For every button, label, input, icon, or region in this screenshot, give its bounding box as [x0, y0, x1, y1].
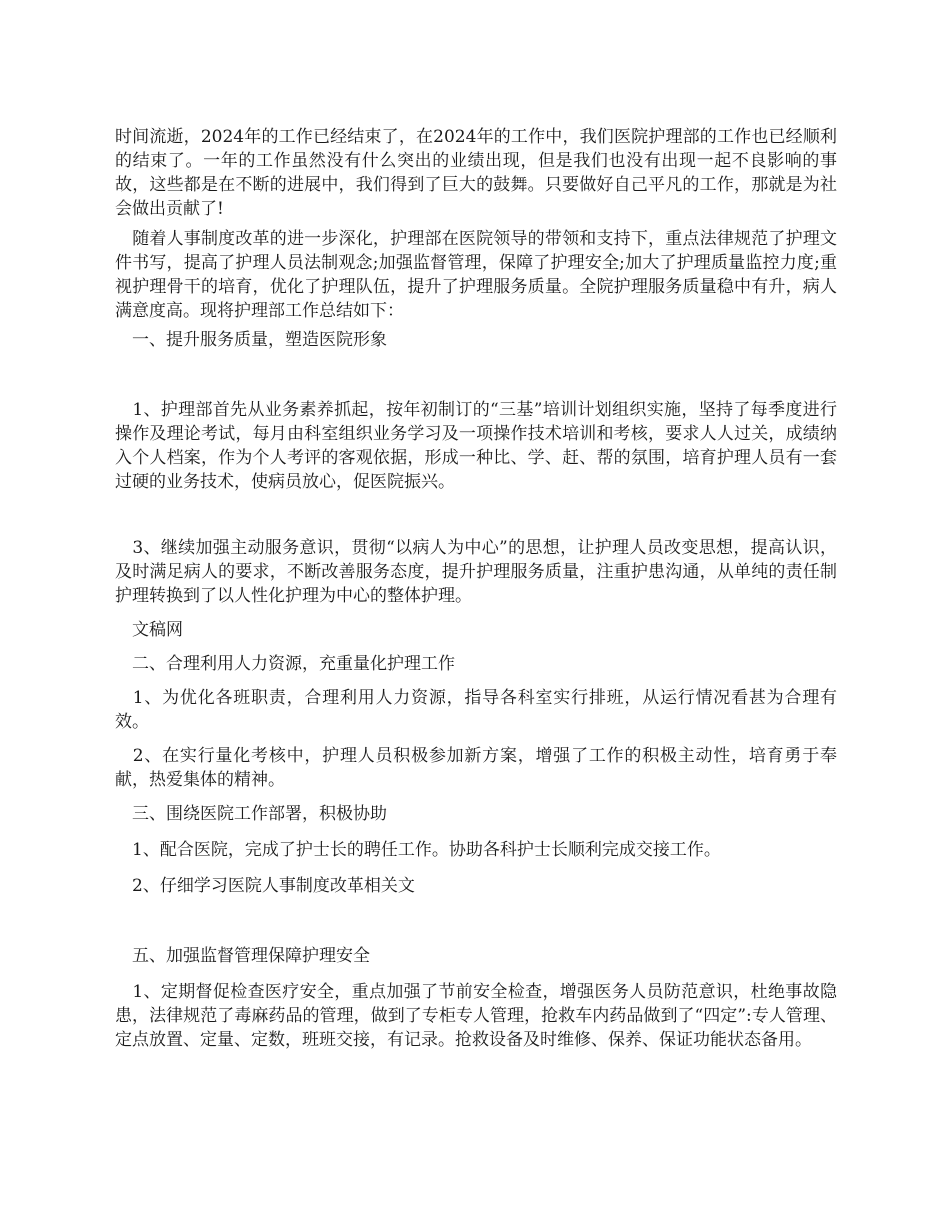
section-heading-5: 五、加强监督管理保障护理安全 [115, 946, 370, 966]
section-5-item-1: 1、定期督促检查医疗安全，重点加强了节前安全检查，增强医务人员防范意识，杜绝事故隐患，法律规范了毒麻药品的管理，做到了专柜专人管理，抢救车内药品做到了“四定”:专人管理、定点放置、定量、定数，班班交接，有记录。抢救设备及时维修、保养、保证功能状态备用。 [115, 982, 837, 1050]
section-1-item-3: 3、继续加强主动服务意识，贯彻“以病人为中心”的思想，让护理人员改变思想，提高认识，及时满足病人的要求，不断改善服务态度，提升护理服务质量，注重护患沟通，从单纯的责任制护理转换到了以人性化护理为中心的整体护理。 [115, 538, 837, 606]
source-note: 文稿网 [115, 620, 183, 640]
section-3-item-1: 1、配合医院，完成了护士长的聘任工作。协助各科护士长顺利完成交接工作。 [115, 840, 721, 860]
section-heading-2: 二、合理利用人力资源，充重量化护理工作 [115, 654, 455, 674]
intro-paragraph: 时间流逝，2024年的工作已经结束了，在2024年的工作中，我们医院护理部的工作也已经顺利的结束了。一年的工作虽然没有什么突出的业绩出现，但是我们也没有出现一起不良影响的事故，这些都是在不断的进展中，我们得到了巨大的鼓舞。只要做好自己平凡的工作，那就是为社会做出贡献了! [115, 127, 837, 219]
section-3-item-2: 2、仔细学习医院人事制度改革相关文 [115, 876, 415, 896]
section-1-item-1: 1、护理部首先从业务素养抓起，按年初制订的“三基”培训计划组织实施，坚持了每季度进行操作及理论考试，每月由科室组织业务学习及一项操作技术培训和考核，要求人人过关，成绩纳入个人档案，作为个人考评的客观依据，形成一种比、学、赶、帮的氛围，培育护理人员有一套过硬的业务技术，使病员放心，促医院振兴。 [115, 400, 837, 492]
section-2-item-2: 2、在实行量化考核中，护理人员积极参加新方案，增强了工作的积极主动性，培育勇于奉献，热爱集体的精神。 [115, 746, 837, 790]
section-2-item-1: 1、为优化各班职责，合理利用人力资源，指导各科室实行排班，从运行情况看甚为合理有效。 [115, 688, 837, 732]
section-heading-1: 一、提升服务质量，塑造医院形象 [115, 330, 387, 350]
overview-paragraph: 随着人事制度改革的进一步深化，护理部在医院领导的带领和支持下，重点法律规范了护理文件书写，提高了护理人员法制观念;加强监督管理，保障了护理安全;加大了护理质量监控力度;重视护理骨干的培育，优化了护理队伍，提升了护理服务质量。全院护理服务质量稳中有升，病人满意度高。现将护理部工作总结如下： [115, 229, 837, 321]
section-heading-3: 三、围绕医院工作部署，积极协助 [115, 804, 387, 824]
